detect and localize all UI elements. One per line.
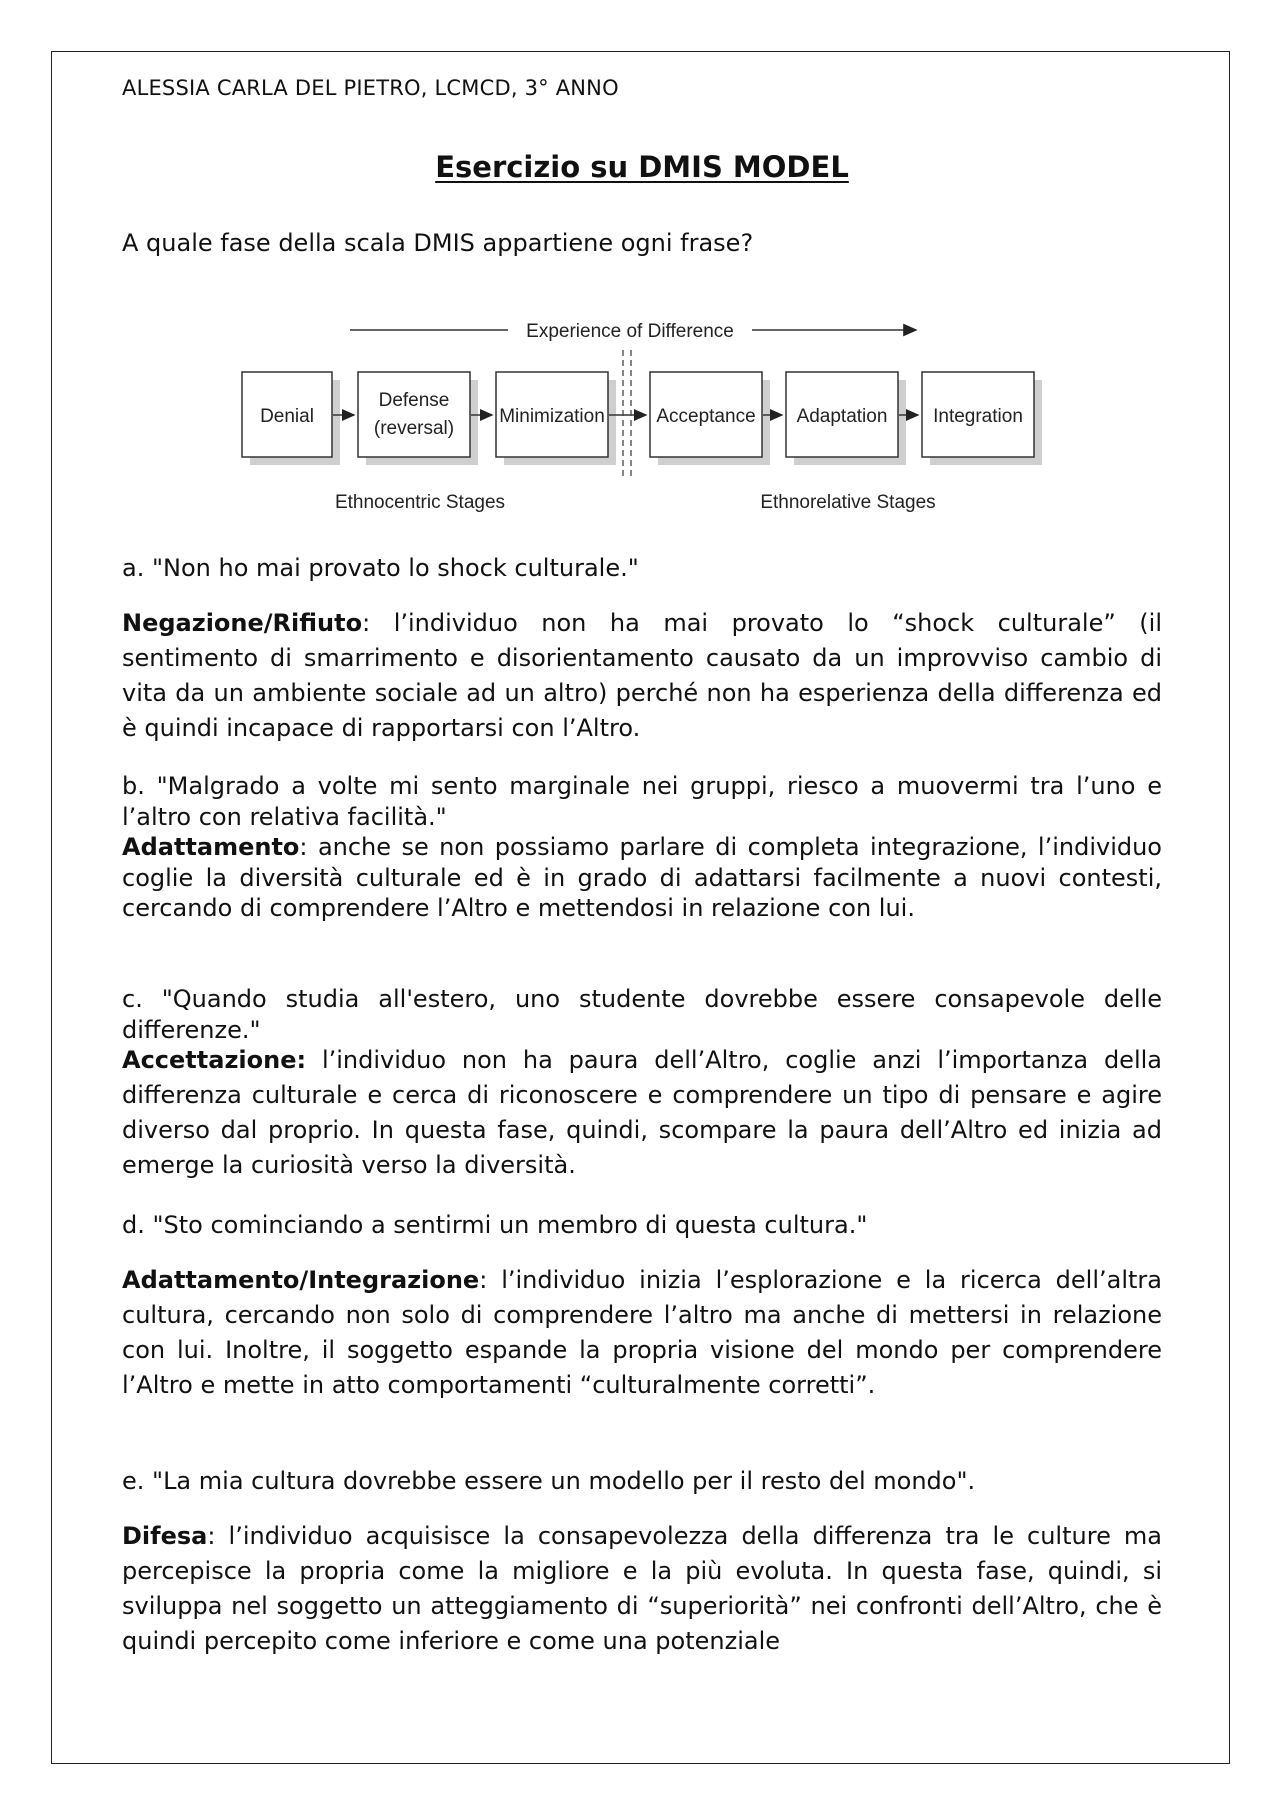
page-title — [122, 150, 1162, 184]
stage-label-minimization: Minimization — [499, 406, 605, 427]
stage-label-denial: Denial — [260, 406, 314, 427]
item-b-answer-text: : anche se non possiamo parlare di completa integrazione, l’individuo coglie la diversità culturale ed è in grado di adattarsi facilmente a nuovi contesti, cercando di comprendere l’Altro e mettendosi in relazione con lui. — [122, 833, 1162, 922]
item-a-quote: a. "Non ho mai provato lo shock culturale." — [122, 554, 639, 582]
ethnorelative-label: Ethnorelative Stages — [760, 492, 936, 513]
question-text: A quale fase della scala DMIS appartiene ogni frase? — [122, 229, 754, 257]
item-e-answer — [122, 1519, 1162, 1659]
item-c-answer-label: Accettazione: — [122, 1046, 307, 1074]
stage-label-adaptation: Adaptation — [796, 406, 888, 427]
stage-label-acceptance: Acceptance — [656, 406, 756, 427]
dmis-diagram — [240, 310, 1060, 525]
stage-label-defense: Defense — [378, 390, 450, 411]
item-e-answer-text: : l’individuo acquisisce la consapevolezza della differenza tra le culture ma percepisce la propria come la migliore e la più evoluta. In questa fase, quindi, si sviluppa nel soggetto un atteggiamento di “superiorità” nei confronti dell’Altro, che è quindi percepito come inferiore e come una potenziale — [122, 1522, 1162, 1655]
item-d-answer — [122, 1263, 1162, 1403]
item-c-answer — [122, 1043, 1162, 1183]
item-b-answer-label: Adattamento — [122, 833, 300, 861]
item-c-quote: c. "Quando studia all'estero, uno studente dovrebbe essere consapevole delle differenze." — [122, 985, 1162, 1044]
item-b-quote: b. "Malgrado a volte mi sento marginale nei gruppi, riesco a muovermi tra l’uno e l’altro con relativa facilità." — [122, 772, 1162, 831]
item-d-quote: d. "Sto cominciando a sentirmi un membro di questa cultura." — [122, 1211, 868, 1239]
page-title-text: Esercizio su DMIS MODEL — [435, 150, 849, 184]
item-a-answer — [122, 606, 1162, 746]
stage-label-reversal: (reversal) — [373, 418, 455, 439]
stage-box-defense — [358, 372, 470, 457]
item-d-answer-text: : l’individuo inizia l’esplorazione e la ricerca dell’altra cultura, cercando non solo di comprendere l’altro ma anche di mettersi in relazione con lui. Inoltre, il soggetto espande la propria visione del mondo per comprendere l’Altro e mette in atto comportamenti “culturalmente corretti”. — [122, 1266, 1162, 1399]
ethnocentric-label: Ethnocentric Stages — [334, 492, 506, 513]
stage-label-integration: Integration — [933, 406, 1023, 427]
author-header: ALESSIA CARLA DEL PIETRO, LCMCD, 3° ANNO — [122, 76, 619, 100]
item-e-answer-label: Difesa — [122, 1522, 208, 1550]
item-b-answer — [122, 832, 1162, 924]
item-d-answer-label: Adattamento/Integrazione — [122, 1266, 480, 1294]
item-c-answer-text: l’individuo non ha paura dell’Altro, coglie anzi l’importanza della differenza culturale e cerca di riconoscere e comprendere un tipo di pensare e agire diverso dal proprio. In questa fase, quindi, scompare la paura dell’Altro ed inizia ad emerge la curiosità verso la diversità. — [122, 1046, 1162, 1179]
item-e-quote: e. "La mia cultura dovrebbe essere un modello per il resto del mondo". — [122, 1467, 976, 1495]
experience-label: Experience of Difference — [526, 321, 734, 342]
item-a-answer-text: : l’individuo non ha mai provato lo “shock culturale” (il sentimento di smarrimento e disorientamento causato da un improvviso cambio di vita da un ambiente sociale ad un altro) perché non ha esperienza della differenza ed è quindi incapace di rapportarsi con l’Altro. — [122, 609, 1162, 742]
item-a-answer-label: Negazione/Rifiuto — [122, 609, 363, 637]
